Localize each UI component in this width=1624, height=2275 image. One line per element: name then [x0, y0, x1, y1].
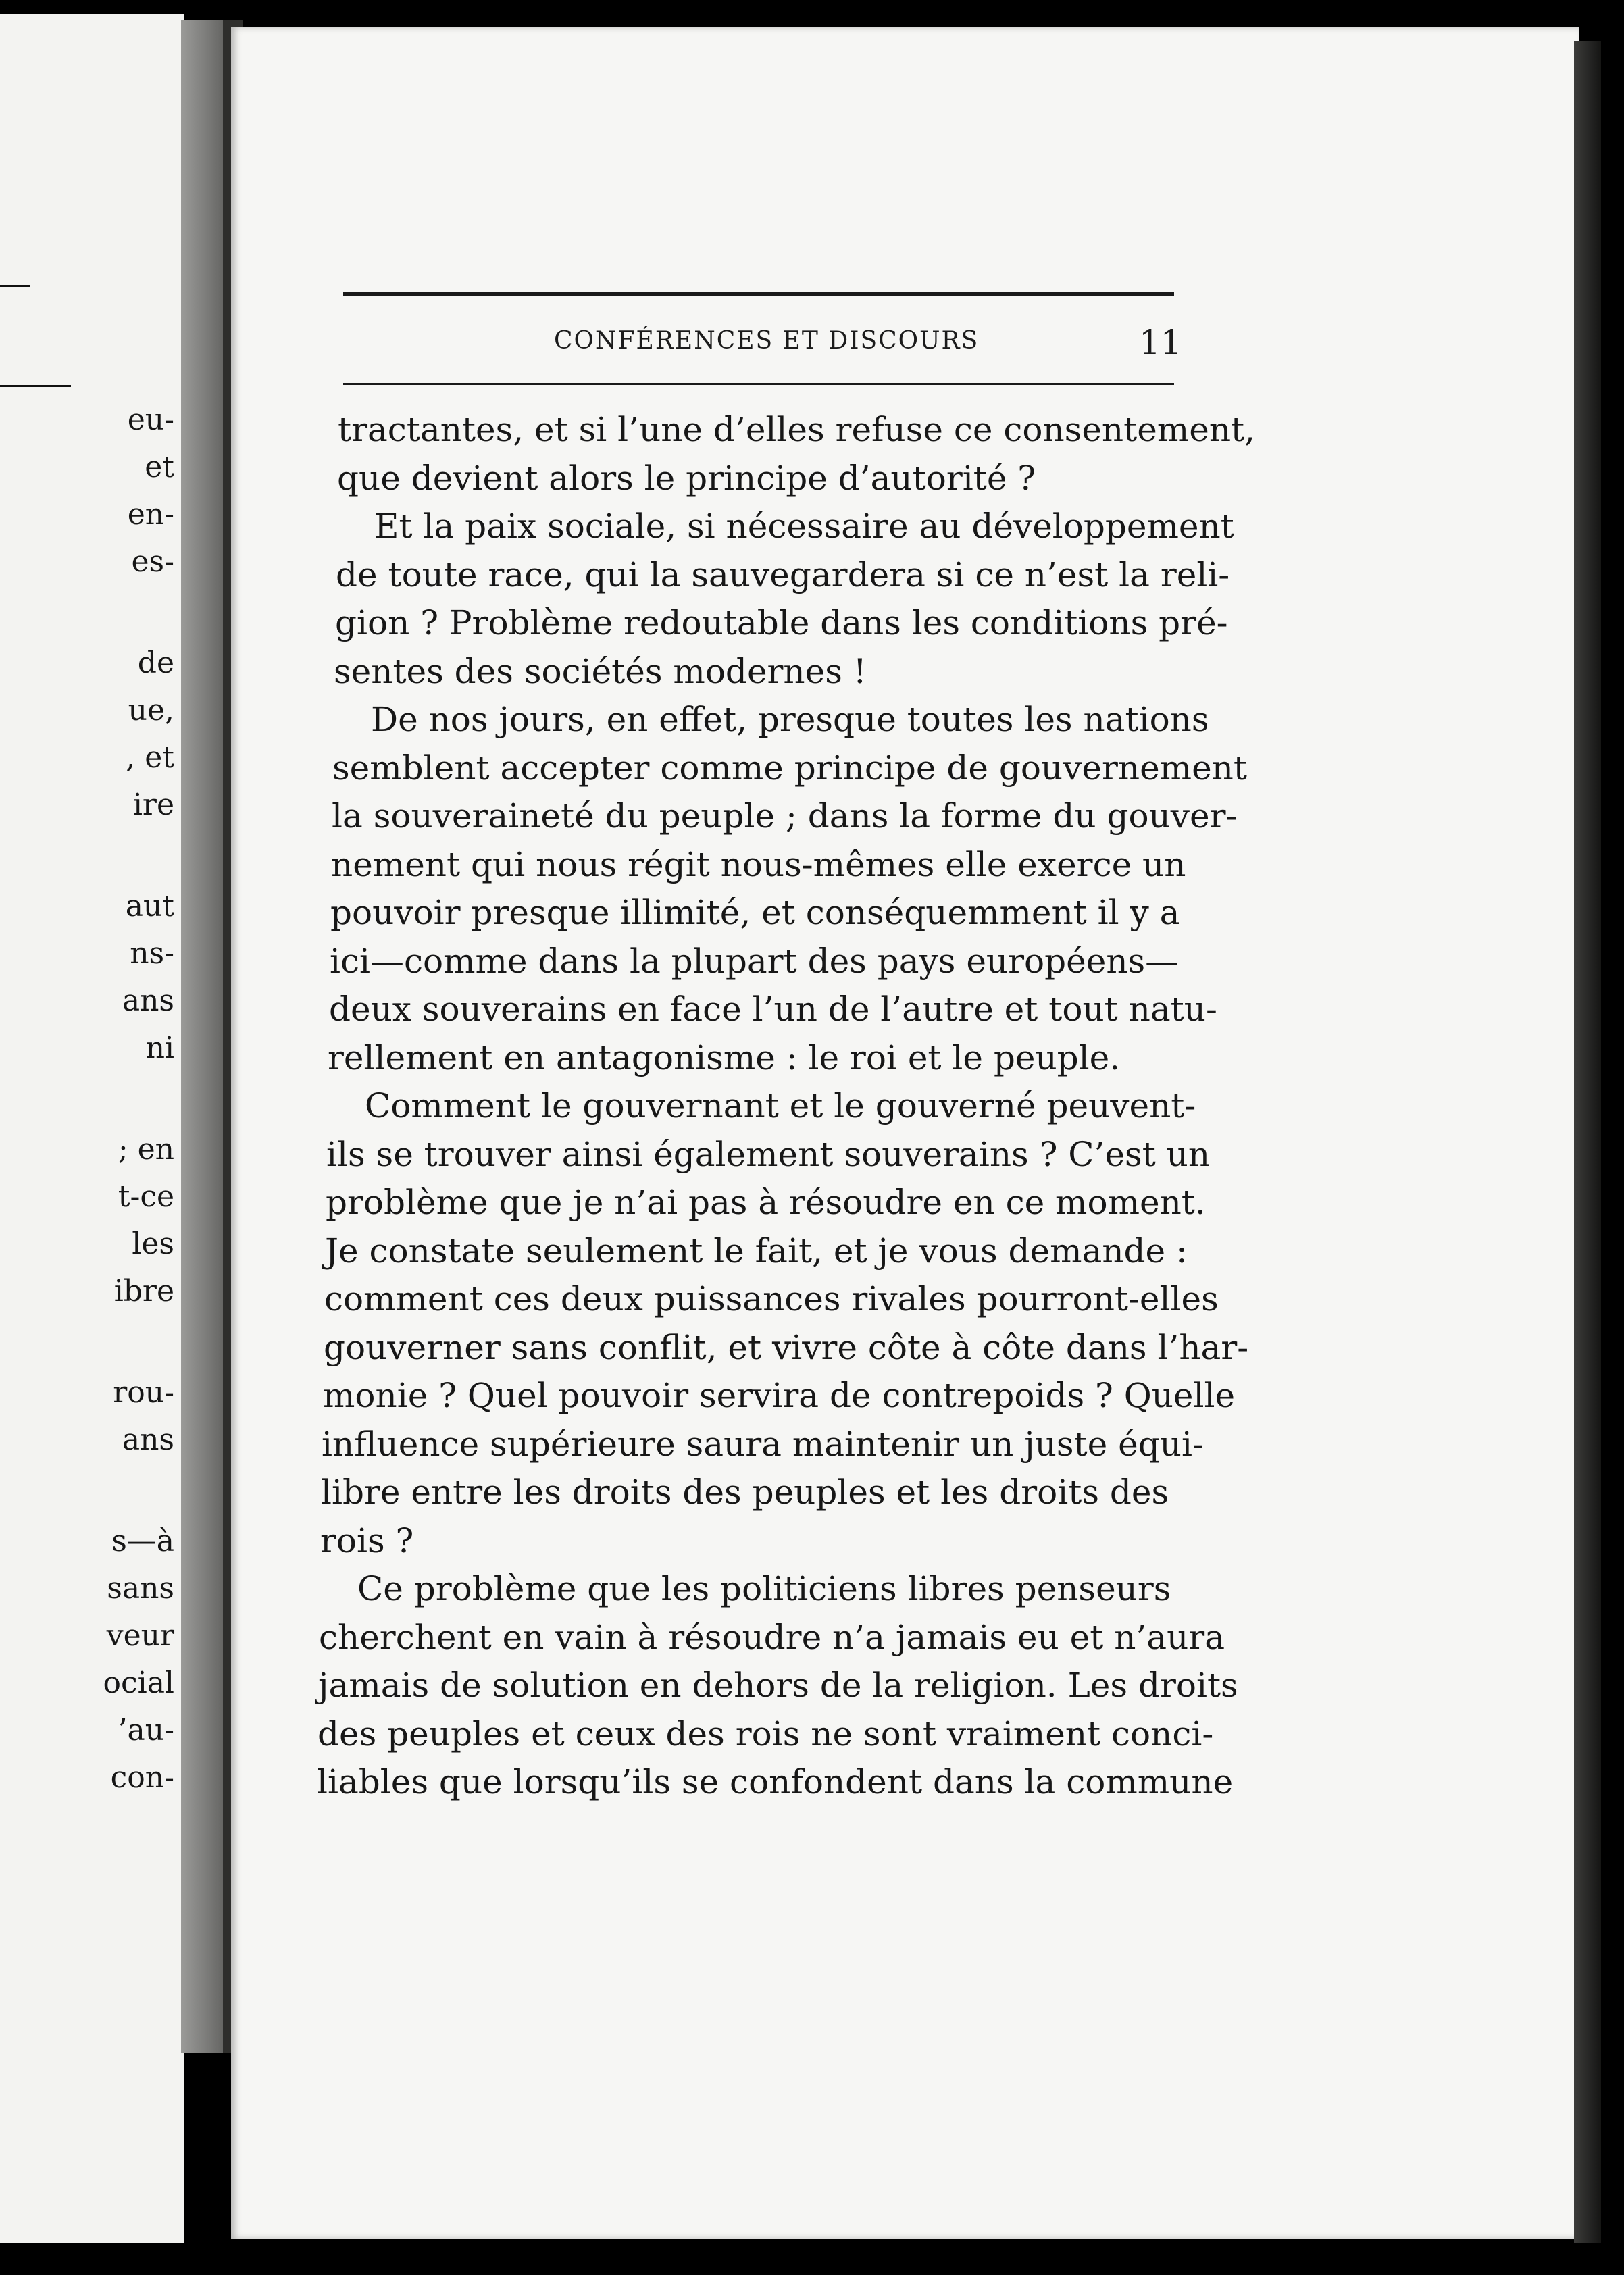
previous-page-word-fragment: con- [110, 1760, 174, 1795]
previous-page-word-fragment: , et [126, 740, 174, 775]
text-line: deux souverains en face l’un de l’autre et tout natu- [329, 990, 1217, 1029]
previous-page-fragment [0, 14, 184, 2243]
text-line: gouverner sans conflit, et vivre côte à côte dans l’har- [324, 1328, 1249, 1367]
text-line: problème que je n’ai pas à résoudre en ce moment. [326, 1183, 1206, 1222]
previous-page-header-rule-bottom [0, 385, 71, 387]
previous-page-word-fragment: ans [122, 983, 174, 1018]
previous-page-word-fragment: ibre [113, 1274, 174, 1308]
text-line: comment ces deux puissances rivales pourront-elles [324, 1279, 1219, 1319]
text-line: gion ? Problème redoutable dans les conditions pré- [335, 603, 1228, 642]
text-line: sentes des sociétés modernes ! [334, 652, 867, 691]
previous-page-word-fragment: aut [125, 889, 174, 923]
text-line: ils se trouver ainsi également souverains ? C’est un [326, 1135, 1211, 1174]
text-line: tractantes, et si l’une d’elles refuse ce consentement, [338, 410, 1256, 449]
text-line: nement qui nous régit nous-mêmes elle exerce un [331, 845, 1186, 884]
page-edge-shadow [1574, 41, 1601, 2243]
previous-page-word-fragment: t-ce [118, 1179, 174, 1214]
text-line: des peuples et ceux des rois ne sont vraiment conci- [318, 1714, 1214, 1754]
text-line: cherchent en vain à résoudre n’a jamais eu et n’aura [319, 1618, 1225, 1657]
text-line: monie ? Quel pouvoir servira de contrepoids ? Quelle [323, 1376, 1236, 1415]
text-line: Je constate seulement le fait, et je vous demande : [325, 1231, 1188, 1271]
previous-page-word-fragment: de [137, 646, 174, 680]
paragraph-first-line: Ce problème que les politiciens libres penseurs [357, 1569, 1171, 1608]
header-rule-bottom [343, 383, 1174, 385]
previous-page-word-fragment: sans [107, 1571, 174, 1606]
previous-page-word-fragment: ni [145, 1031, 174, 1065]
text-line: pouvoir presque illimité, et conséquemment il y a [330, 893, 1180, 932]
text-line: la souveraineté du peuple ; dans la forme du gouver- [332, 796, 1238, 836]
text-line: rellement en antagonisme : le roi et le peuple. [328, 1038, 1121, 1077]
previous-page-word-fragment: ans [122, 1423, 174, 1457]
previous-page-word-fragment: s—à [111, 1524, 174, 1558]
previous-page-word-fragment: rou- [113, 1375, 174, 1410]
text-line: de toute race, qui la sauvegardera si ce n’est la reli- [336, 555, 1230, 594]
previous-page-word-fragment: eu- [127, 403, 174, 437]
book-page [231, 27, 1579, 2239]
running-head: CONFÉRENCES ET DISCOURS [554, 327, 980, 355]
previous-page-header-rule-top [0, 285, 30, 287]
header-rule-top [343, 292, 1174, 296]
page-number: 11 [1139, 323, 1182, 362]
previous-page-word-fragment: ue, [128, 693, 174, 727]
previous-page-word-fragment: veur [106, 1618, 174, 1653]
previous-page-word-fragment: ire [132, 788, 174, 822]
previous-page-word-fragment: ns- [130, 936, 174, 971]
paragraph-first-line: Et la paix sociale, si nécessaire au développement [374, 507, 1234, 546]
previous-page-word-fragment: ocial [103, 1666, 174, 1700]
text-line: que devient alors le principe d’autorité ? [337, 459, 1036, 498]
previous-page-word-fragment: ’au- [118, 1713, 174, 1747]
previous-page-word-fragment: ; en [118, 1132, 174, 1167]
paragraph-first-line: Comment le gouvernant et le gouverné peuvent- [365, 1086, 1196, 1125]
text-line: liables que lorsqu’ils se confondent dans la commune [317, 1762, 1234, 1801]
text-line: semblent accepter comme principe de gouvernement [332, 748, 1247, 788]
text-line: libre entre les droits des peuples et les droits des [321, 1473, 1169, 1512]
text-line: influence supérieure saura maintenir un juste équi- [322, 1425, 1204, 1464]
previous-page-word-fragment: en- [127, 497, 174, 532]
text-line: jamais de solution en dehors de la religion. Les droits [318, 1666, 1238, 1705]
previous-page-word-fragment: et [145, 450, 174, 484]
text-line: ici—comme dans la plupart des pays européens— [330, 942, 1179, 981]
previous-page-word-fragment: es- [131, 544, 174, 579]
paragraph-first-line: De nos jours, en effet, presque toutes les nations [371, 700, 1209, 739]
previous-page-word-fragment: les [132, 1227, 174, 1261]
text-line: rois ? [320, 1521, 414, 1560]
